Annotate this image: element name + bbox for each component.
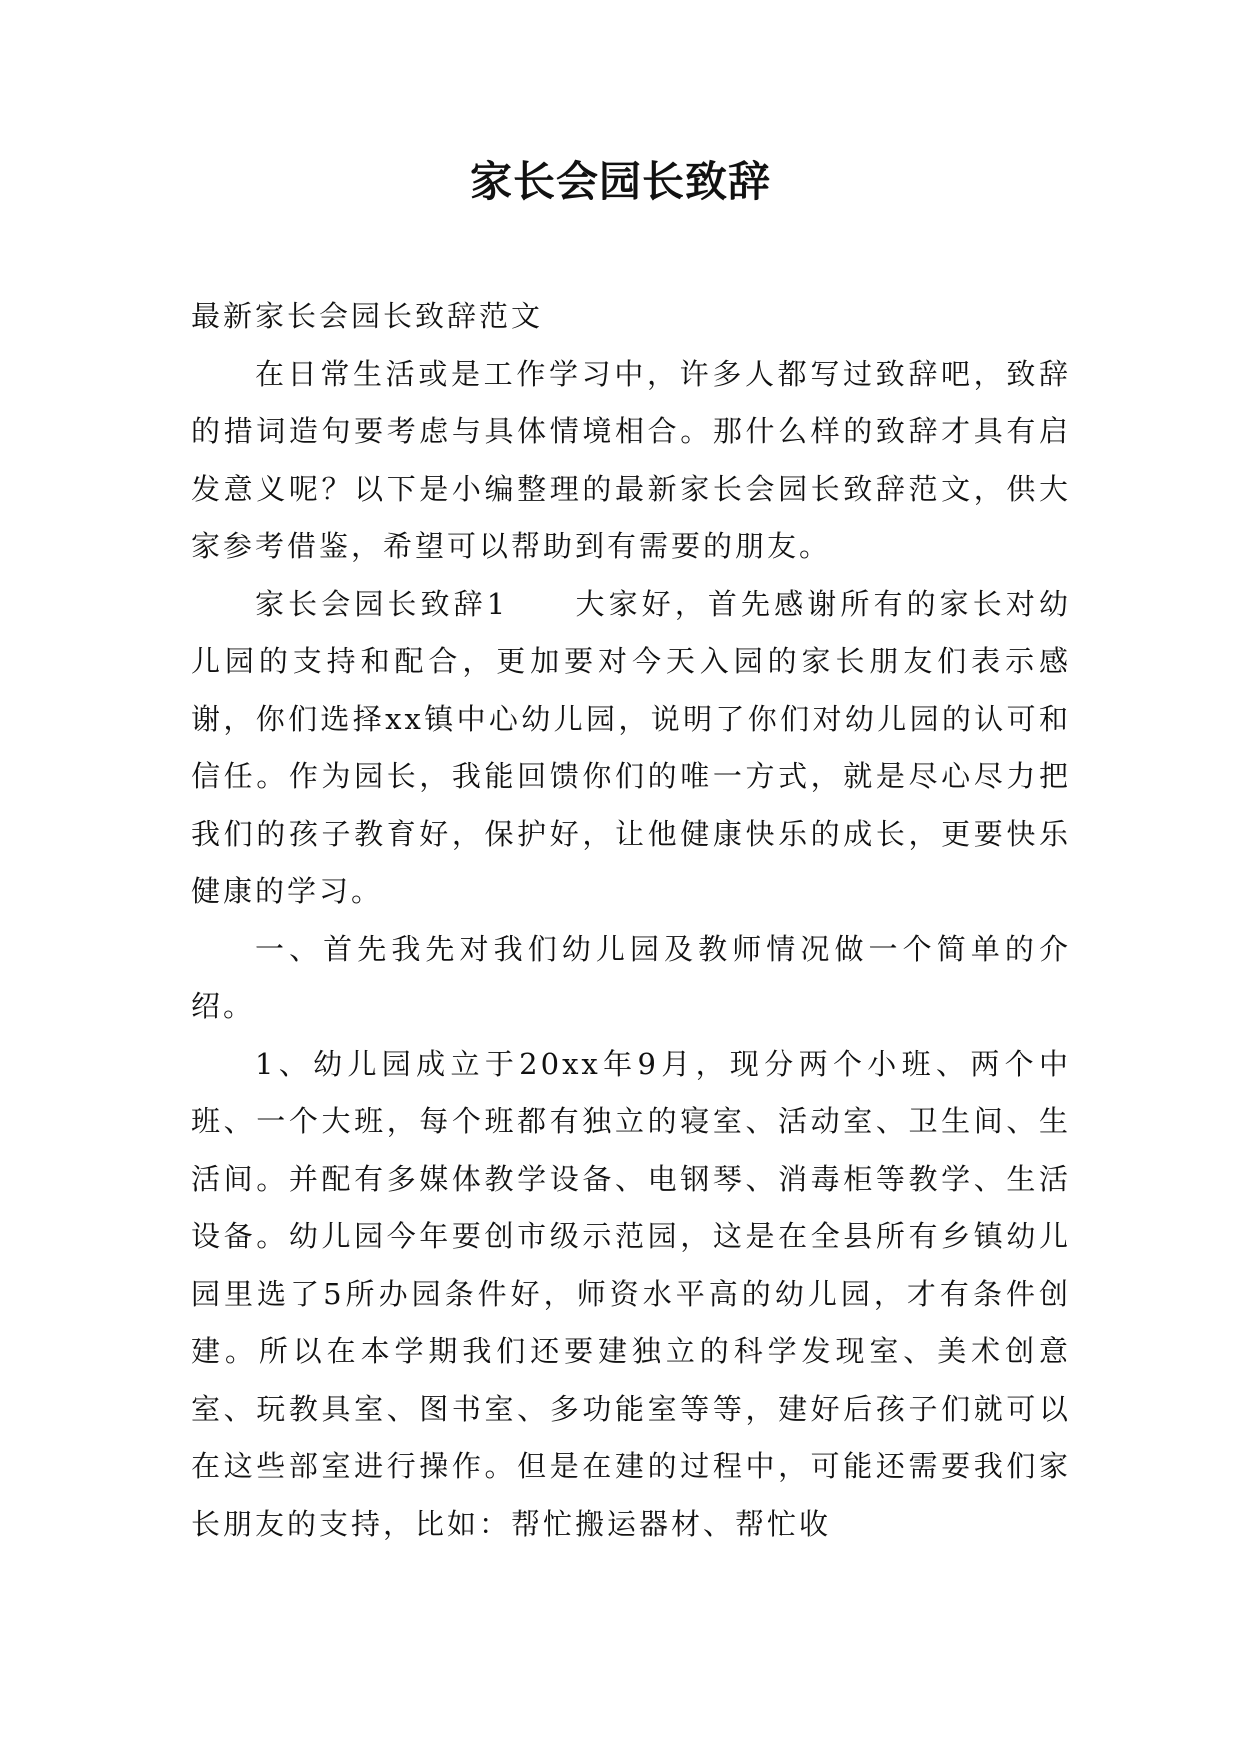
paragraph-intro: 在日常生活或是工作学习中，许多人都写过致辞吧，致辞的措词造句要考虑与具体情境相合。那什么样的致辞才具有启发意义呢？以下是小编整理的最新家长会园长致辞范文，供大家参考借鉴，希望可以帮助到有需要的朋友。 [191,356,1071,563]
paragraph-kindergarten-info: 1、幼儿园成立于20xx年9月，现分两个小班、两个中班、一个大班，每个班都有独立的寝室、活动室、卫生间、生活间。并配有多媒体教学设备、电钢琴、消毒柜等教学、生活设备。幼儿园今年要创市级示范园，这是在全县所有乡镇幼儿园里选了5所办园条件好，师资水平高的幼儿园，才有条件创建。所以在本学期我们还要建独立的科学发现室、美术创意室、玩教具室、图书室、多功能室等等，建好后孩子们就可以在这些部室进行操作。但是在建的过程中，可能还需要我们家长朋友的支持，比如：帮忙搬运器材、帮忙收 [191,1046,1071,1541]
document-title: 家长会园长致辞 [469,157,771,206]
document-subtitle: 最新家长会园长致辞范文 [191,299,544,333]
paragraph-speech-1: 家长会园长致辞1 大家好，首先感谢所有的家长对幼儿园的支持和配合，更加要对今天入园的家长朋友们表示感谢，你们选择xx镇中心幼儿园，说明了你们对幼儿园的认可和信任。作为园长，我能回馈你们的唯一方式，就是尽心尽力把我们的孩子教育好，保护好，让他健康快乐的成长，更要快乐健康的学习。 [191,586,1071,908]
paragraph-section-heading: 一、首先我先对我们幼儿园及教师情况做一个简单的介绍。 [191,931,1071,1023]
document-body [191,288,1071,1553]
